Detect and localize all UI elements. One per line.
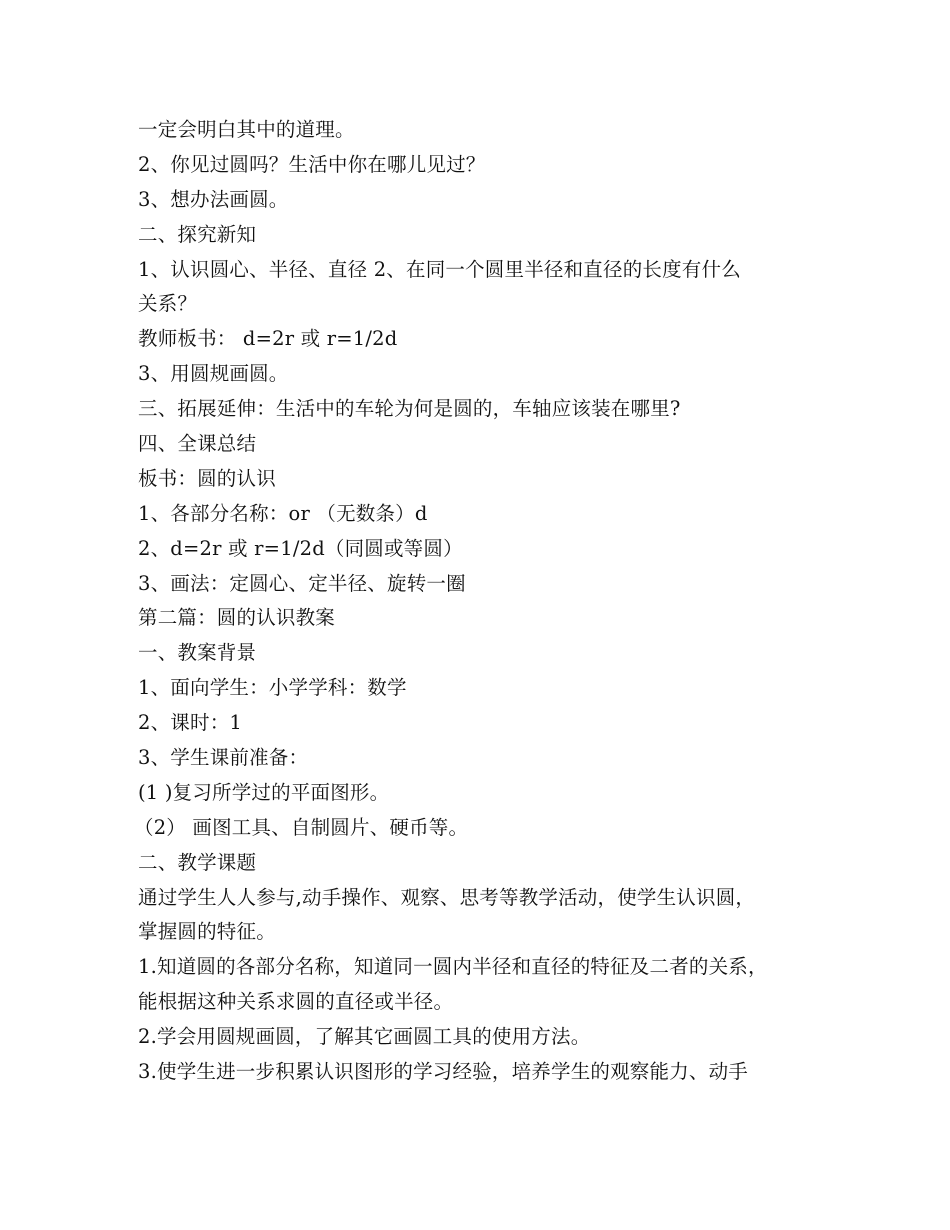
text-line: 1、认识圆心、半径、直径 2、在同一个圆里半径和直径的长度有什么	[138, 257, 741, 281]
text-line: 3、用圆规画圆。	[138, 362, 289, 386]
text-line: 3.使学生进一步积累认识图形的学习经验，培养学生的观察能力、动手	[138, 1060, 749, 1084]
text-line: 关系？	[138, 292, 198, 316]
document-body	[134, 113, 828, 1090]
section-heading: 四、全课总结	[138, 432, 257, 456]
text-line: 2、d=2r 或 r=1/2d（同圆或等圆）	[138, 536, 463, 560]
text-line: 2、课时：1	[138, 711, 243, 735]
section-heading: 一、教案背景	[138, 641, 257, 665]
text-line: 1、面向学生：小学学科：数学	[138, 676, 407, 700]
text-line: 1、各部分名称：or （无数条）d	[138, 501, 428, 525]
text-line: 2、你见过圆吗？生活中你在哪儿见过？	[138, 152, 486, 176]
text-line: 2.学会用圆规画圆，了解其它画圆工具的使用方法。	[138, 1025, 591, 1049]
section-heading: 三、拓展延伸：生活中的车轮为何是圆的，车轴应该装在哪里?	[138, 397, 681, 421]
text-line: 板书：圆的认识	[138, 466, 276, 490]
text-line: 一定会明白其中的道理。	[138, 118, 355, 141]
text-line: 掌握圆的特征。	[138, 920, 276, 944]
text-line: （2） 画图工具、自制圆片、硬币等。	[134, 815, 469, 839]
text-line: 3、想办法画圆。	[138, 187, 289, 211]
text-line: 能根据这种关系求圆的直径或半径。	[138, 990, 454, 1014]
text-line: 通过学生人人参与,动手操作、观察、思考等教学活动，使学生认识圆，	[138, 885, 756, 909]
text-line: 教师板书： d=2r 或 r=1/2d	[138, 327, 398, 351]
text-line: (1 )复习所学过的平面图形。	[138, 780, 390, 804]
text-line: 1.知道圆的各部分名称，知道同一圆内半径和直径的特征及二者的关系，	[138, 955, 768, 979]
chapter-heading: 第二篇：圆的认识教案	[138, 606, 336, 630]
section-heading: 二、探究新知	[138, 222, 257, 246]
text-line: 3、学生课前准备：	[138, 746, 309, 770]
section-heading: 二、教学课题	[138, 850, 257, 874]
text-line: 3、画法：定圆心、定半径、旋转一圈	[138, 571, 466, 595]
